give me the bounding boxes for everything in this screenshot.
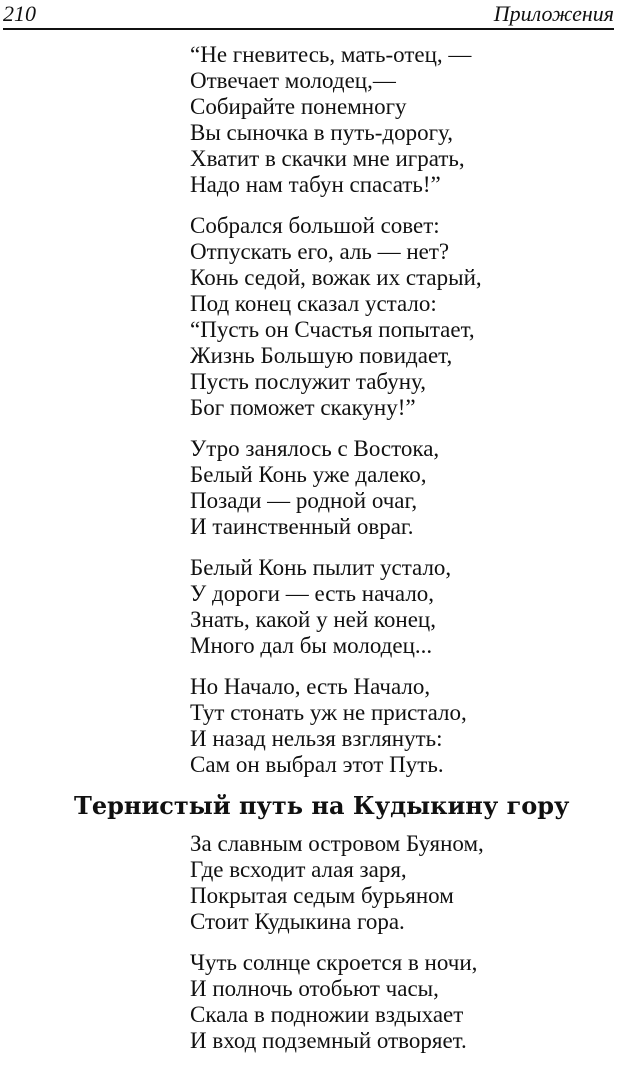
verse-line: Белый Конь пылит устало, xyxy=(190,555,452,580)
poem-part-one xyxy=(0,42,620,778)
section-title: Тернистый путь на Кудыкину гору xyxy=(74,791,570,820)
verse-line: Отпускать его, аль — нет? xyxy=(190,239,450,264)
verse-line: Собирайте понемногу xyxy=(190,94,407,119)
stanza xyxy=(190,436,620,540)
verse-line: Позади — родной очаг, xyxy=(190,488,418,513)
stanza xyxy=(190,950,620,1054)
verse-line: Вы сыночка в путь-дорогу, xyxy=(190,120,453,145)
verse-line: Но Начало, есть Начало, xyxy=(190,674,431,699)
verse-line: За славным островом Буяном, xyxy=(190,831,484,856)
verse-line: Жизнь Большую повидает, xyxy=(190,343,453,368)
stanza xyxy=(190,555,620,659)
verse-line: Тут стонать уж не пристало, xyxy=(190,700,467,725)
header-rule xyxy=(3,28,614,30)
verse-line: Покрытая седым бурьяном xyxy=(190,883,454,908)
verse-line: Под конец сказал устало: xyxy=(190,291,437,316)
verse-line: Скала в подножии вздыхает xyxy=(190,1002,464,1027)
verse-line: У дороги — есть начало, xyxy=(190,581,435,606)
stanza xyxy=(190,831,620,935)
verse-line: Пусть послужит табуну, xyxy=(190,369,426,394)
verse-line: Стоит Кудыкина гора. xyxy=(190,909,405,934)
verse-line: Хватит в скачки мне играть, xyxy=(190,146,465,171)
verse-line: Надо нам табун спасать!” xyxy=(190,172,441,197)
verse-line: И полночь отобьют часы, xyxy=(190,976,439,1001)
poem-part-two xyxy=(0,831,620,1054)
verse-line: Утро занялось с Востока, xyxy=(190,436,440,461)
page-header xyxy=(3,0,614,30)
verse-line: Бог поможет скакуну!” xyxy=(190,395,416,420)
verse-line: И назад нельзя взглянуть: xyxy=(190,726,443,751)
verse-line: Чуть солнце скроется в ночи, xyxy=(190,950,478,975)
stanza xyxy=(190,42,620,198)
verse-line: И таинственный овраг. xyxy=(190,514,414,539)
stanza xyxy=(190,213,620,421)
verse-line: Сам он выбрал этот Путь. xyxy=(190,752,444,777)
running-head: Приложения xyxy=(493,1,614,26)
verse-line: Собрался большой совет: xyxy=(190,213,440,238)
verse-line: И вход подземный отворяет. xyxy=(190,1028,467,1053)
verse-line: Где всходит алая заря, xyxy=(190,857,407,882)
verse-line: Много дал бы молодец... xyxy=(190,633,433,658)
page-content xyxy=(0,42,620,1069)
verse-line: Белый Конь уже далеко, xyxy=(190,462,427,487)
verse-line: Отвечает молодец,— xyxy=(190,68,396,93)
verse-line: Конь седой, вожак их старый, xyxy=(190,265,482,290)
verse-line: “Пусть он Счастья попытает, xyxy=(190,317,475,342)
verse-line: Знать, какой у ней конец, xyxy=(190,607,436,632)
page-number: 210 xyxy=(3,1,36,26)
stanza xyxy=(190,674,620,778)
verse-line: “Не гневитесь, мать-отец, — xyxy=(190,42,472,67)
